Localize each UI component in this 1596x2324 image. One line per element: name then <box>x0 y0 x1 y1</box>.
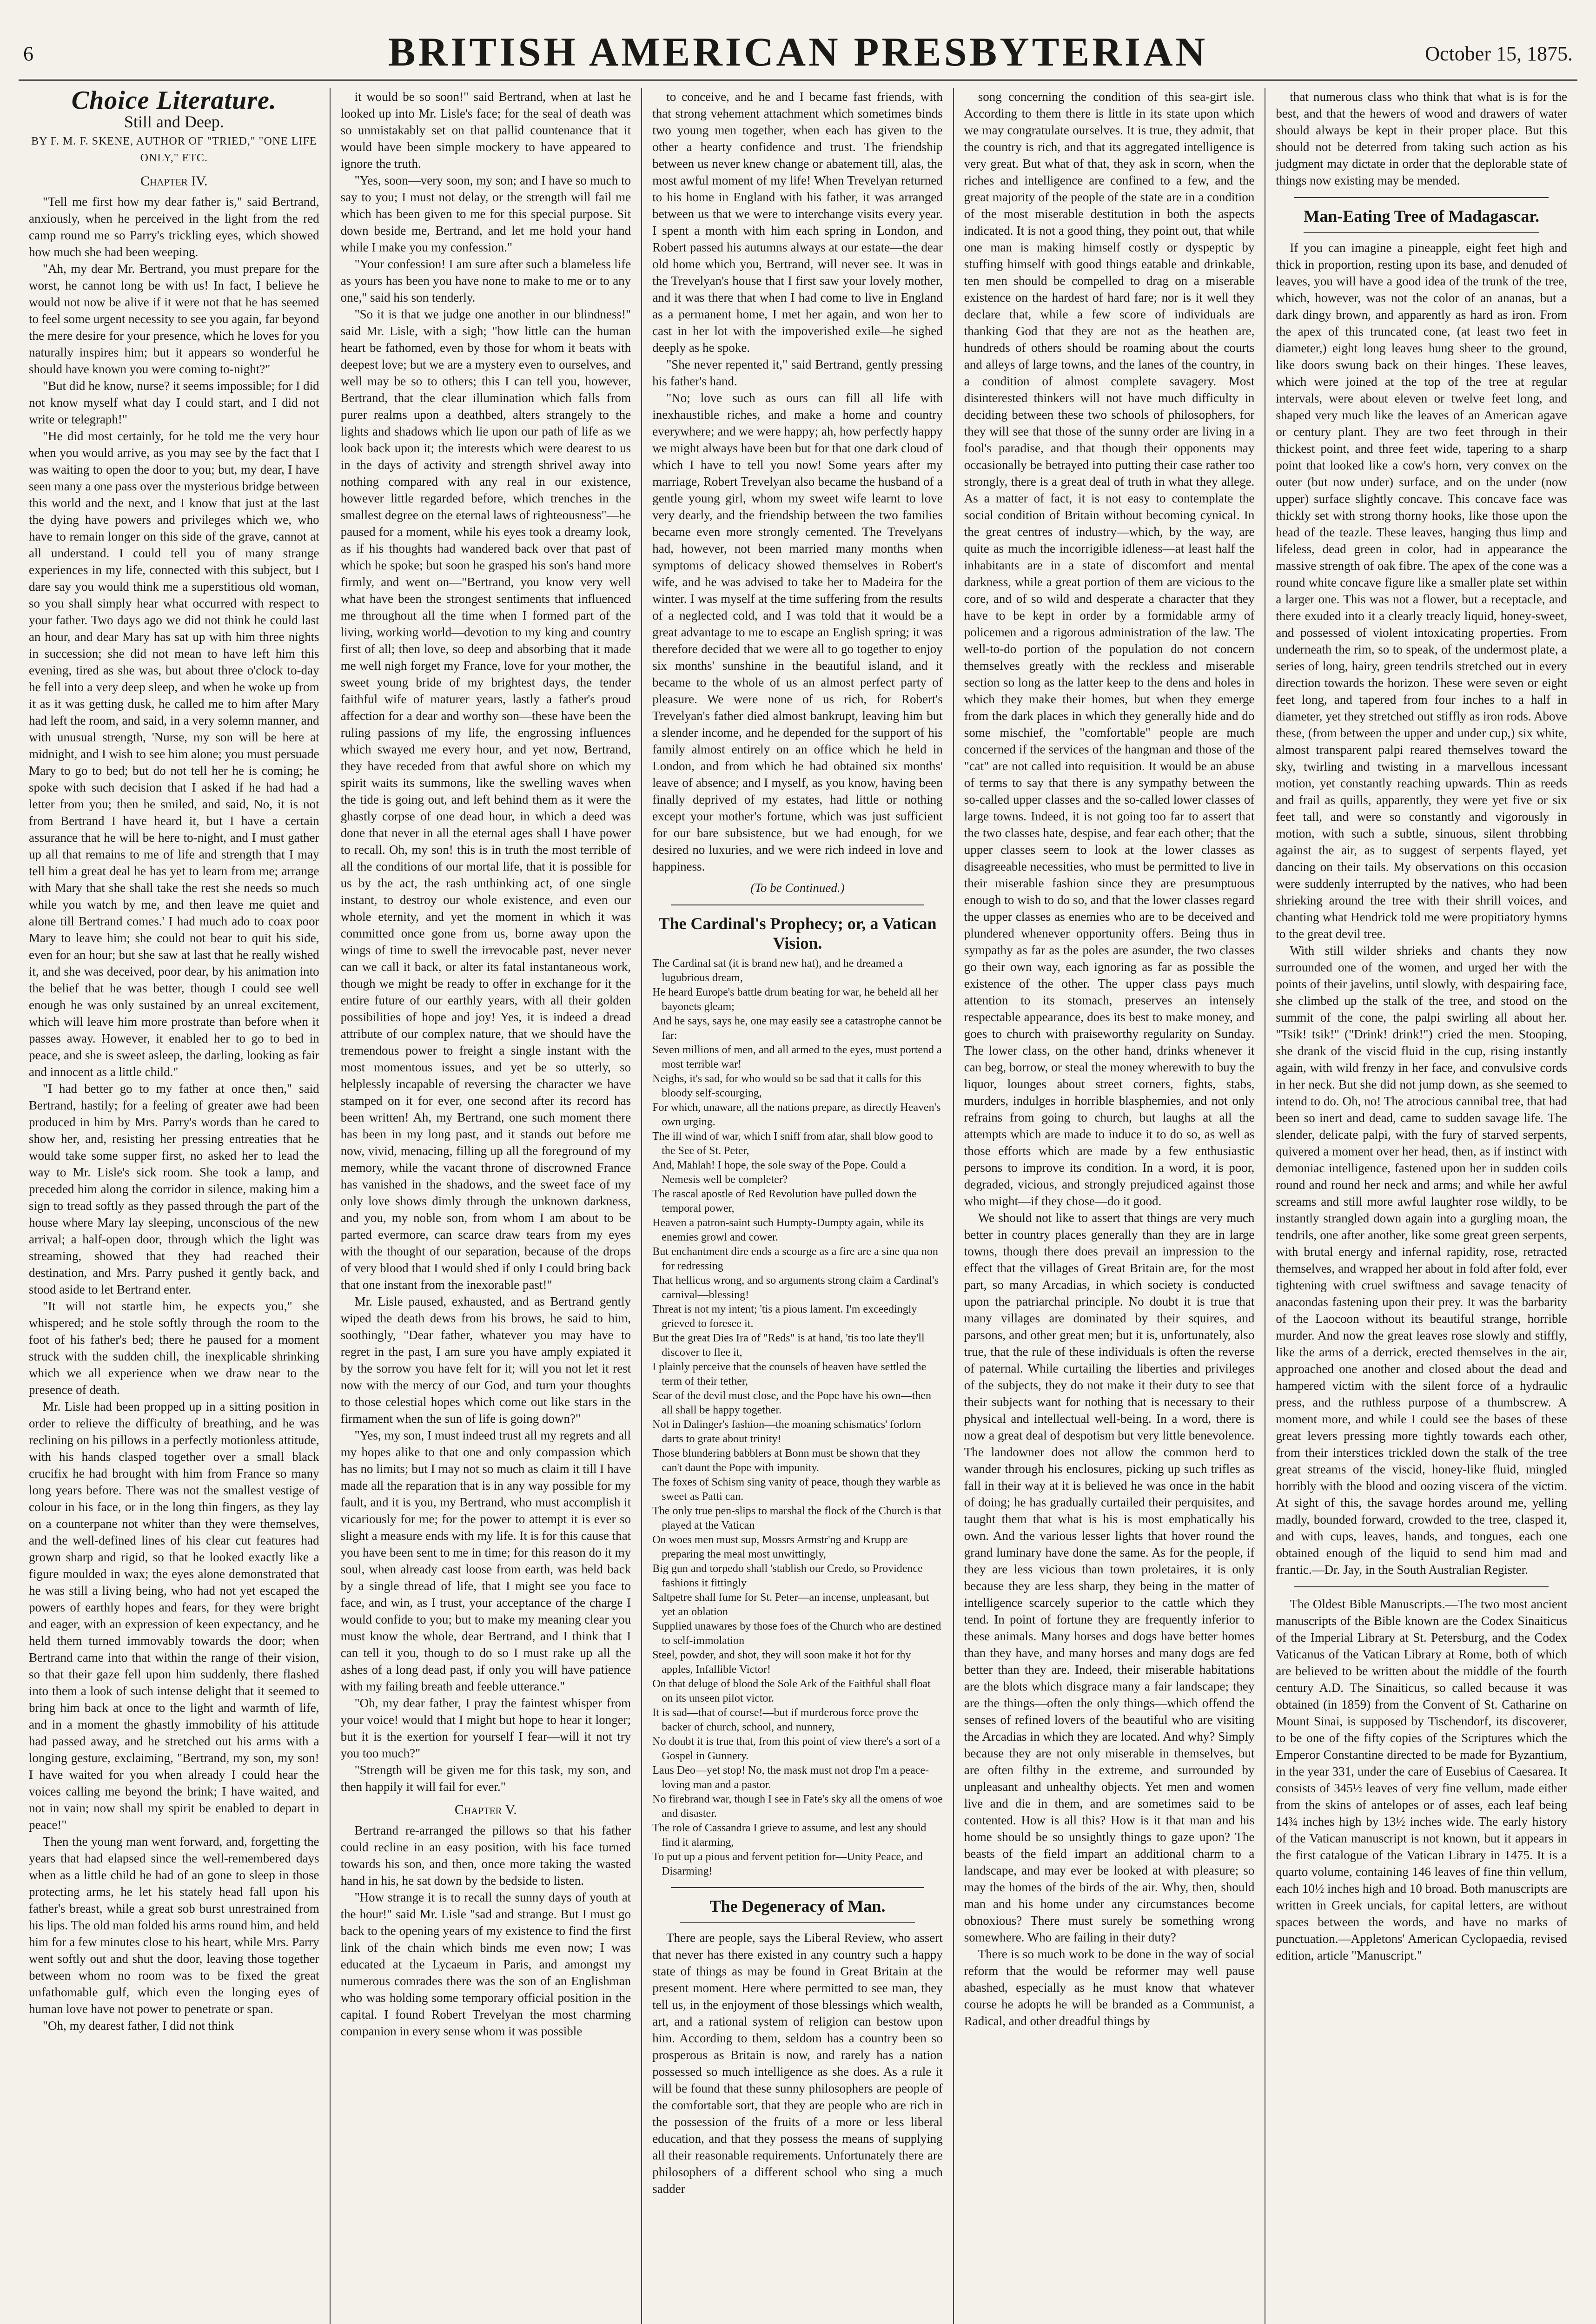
paragraph: Bertrand re-arranged the pillows so that his father could recline in an easy position, with his face turned towards his son, and then, once more taking the wasted hand in his, he sat down by the bedside to listen. <box>340 1823 631 1888</box>
poem-line: It is sad—that of course!—but if murderous force prove the backer of church, school, and nunnery, <box>652 1707 919 1733</box>
poem-line: But the great Dies Ira of "Reds" is at hand, 'tis too late they'll discover to flee it, <box>652 1332 925 1359</box>
poem-line: Saltpetre shall fume for St. Peter—an incense, unpleasant, but yet an oblation <box>652 1591 929 1618</box>
paragraph: "It will not startle him, he expects you," she whispered; and he stole softly through the room to the foot of his father's bed; there he paused for a moment struck with the sudden chill, the inexplicable shrinking which we all experience when we draw near to the presence of death. <box>29 1299 319 1397</box>
divider <box>680 1922 915 1923</box>
paragraph: "Strength will be given me for this task, my son, and then happily it will fail for ever." <box>340 1763 631 1794</box>
chapter-heading: Chapter IV. <box>140 173 208 189</box>
article-title: The Degeneracy of Man. <box>709 1897 886 1915</box>
poem-line: Heaven a patron-saint such Humpty-Dumpty again, while its enemies growl and cower. <box>652 1217 924 1243</box>
divider <box>1304 232 1539 233</box>
poem-line: The only true pen-slips to marshal the flock of the Church is that played at the Vatican <box>652 1505 941 1532</box>
poem-line: No doubt it is true that, from this point of view there's a sort of a Gospel in Gunnery. <box>652 1736 940 1762</box>
paragraph: to conceive, and he and I became fast friends, with that strong vehement attachment which sometimes binds two young men together, when each has given to the other a hearty confidence and trust. The friendship between us never knew change or abatement till, alas, the most awful moment of my life! When Trevelyan returned to his home in England with his father, it was arranged between us that we were to interchange visits every year. I spent a month with him each spring in London, and Robert passed his autumns always at our estate—the dear old home which you, Bertrand, will never see. It was in the Trevelyan's house that I first saw your lovely mother, and it was there that when I had come to live in England as a permanent home, I met her again, and won her to cast in her lot with the impoverished exile—he sighed deeply as he spoke. <box>652 90 943 355</box>
paragraph: Then the young man went forward, and, forgetting the years that had elapsed since the well-remembered days when as a little child he had of an gone to sleep in those protecting arms, he let his stately head fall upon his father's breast, while a great sob burst unrestrained from his lips. The old man folded his arms round him, and held him for a few minutes close to his heart, while Mrs. Parry went softly out and shut the door, leaving those together between whom no room was to be fixed the great unfathomable gulf, which even the longing eyes of human love have not power to penetrate or span. <box>29 1835 319 2016</box>
paragraph: Mr. Lisle had been propped up in a sitting position in order to relieve the difficulty of breathing, and he was reclining on his pillows in a perfectly motionless attitude, with his hands clasped together over a small black crucifix he had brought with him from France so many long years before. There was not the smallest vestige of colour in his face, or in the long thin fingers, as they lay on a counterpane not whiter than they were themselves, and the well-defined lines of his clear cut features had grown sharp and rigid, so that he looked exactly like a figure moulded in wax; the eyes alone demonstrated that he was still a living being, who had not yet escaped the powers of earthly hopes and fears, for they were bright and eager, with an expression of keen expectancy, and he held them turned immovably towards the door; when Bertrand came into that within the range of their vision, so that their gaze fell upon him suddenly, there flashed into them a look of such intense delight that it seemed to bring him back at once to the light and warmth of life, and in a moment the ghastly immobility of his attitude had passed away, and he stretched out his arms with a longing gesture, exclaiming, "Bertrand, my son, my son! I have waited for you when already I could hear the voices calling me beyond the brink; I have waited, and not in vain; now shall my spirit be enabled to depart in peace!" <box>29 1400 319 1832</box>
poem-line: The Cardinal sat (it is brand new hat), and he dreamed a lugubrious dream, <box>652 957 903 984</box>
paragraph: "Ah, my dear Mr. Bertrand, you must prepare for the worst, he cannot long be with us! In fact, I believe he would not now be alive if it were not that he has seemed to feel some urgent necessity to see you again, far beyond the mere desire for your presence, which he loves for you naturally inspires him; but it appears so wonderful he should have known you were coming to-night?" <box>29 262 319 376</box>
poem <box>652 957 943 1879</box>
paragraph: There are people, says the Liberal Review, who assert that never has there existed in any country such a happy state of things as may be found in Great Britain at the present moment. Here where permitted to see man, they tell us, in the enjoyment of those blessings which wealth, art, and a rational system of religion can bestow upon him. According to them, seldom has a country been so prosperous as Britain is now, and rarely has a nation possessed so much intelligence as she does. As a rule it will be found that these sunny philosophers are people of the comfortable sort, that they are people who are rich in the possession of the fruits of a more or less liberal education, and that they possess the means of supplying all their reasonable requirements. Unfortunately there are philosophers of a different school who sing a much sadder <box>652 1931 943 2196</box>
paragraph: "Oh, my dearest father, I did not think <box>43 2019 234 2033</box>
story-title: Still and Deep. <box>124 112 224 131</box>
article-title: Man-Eating Tree of Madagascar. <box>1304 207 1539 225</box>
poem-line: The rascal apostle of Red Revolution have pulled down the temporal power, <box>652 1188 917 1215</box>
poem-line: Sear of the devil must close, and the Pope have his own—then all shall be happy together. <box>652 1390 932 1416</box>
poem-line: Laus Deo—yet stop! No, the mask must not drop I'm a peace-loving man and a pastor. <box>652 1764 929 1791</box>
paragraph: "She never repented it," said Bertrand, gently pressing his father's hand. <box>652 357 943 388</box>
issue-date: October 15, 1875. <box>1425 42 1573 65</box>
paragraph: "Your confession! I am sure after such a blameless life as yours has been you have none to make to me or to any one," said his son tenderly. <box>340 257 631 304</box>
newspaper-title: BRITISH AMERICAN PRESBYTERIAN <box>388 30 1208 75</box>
column-1 <box>19 88 331 2324</box>
paragraph: "I had better go to my father at once then," said Bertrand, hastily; for a feeling of greater awe had been produced in him by Mrs. Parry's words than he cared to show her, and, resisting her pressing entreaties that he would take some supper first, no asked her to lead the way to Mr. Lisle's sick room. She took a lamp, and preceded him along the corridor in silence, making him a sign to tread softly as they passed through the part of the house where Mary lay sleeping, unconscious of the new arrival; a half-open door, through which the light was streaming, showed that they had reached their destination, and Mrs. Parry pushed it gently back, and stood aside to let Bertrand enter. <box>29 1082 319 1296</box>
column-3 <box>642 88 954 2324</box>
poem-line: On that deluge of blood the Sole Ark of the Faithful shall float on its unseen pilot victor. <box>652 1678 931 1704</box>
poem-line: Threat is not my intent; 'tis a pious lament. I'm exceedingly grieved to foresee it. <box>652 1303 917 1330</box>
paragraph: With still wilder shrieks and chants they now surrounded one of the women, and urged her with the points of their javelins, until slowly, with despairing face, she climbed up the stalk of the tree, and stood on the summit of the cone, the palpi swirling all about her. "Tsik! tsik!" ("Drink! drink!") cried the men. Stooping, she drank of the viscid fluid in the cup, rising instantly again, with wild frenzy in her face, and convulsive cords in her neck. But she did not jump down, as she seemed to intend to do. Oh, no! The atrocious cannibal tree, that had been so inert and dead, came to sudden savage life. The slender, delicate palpi, with the fury of starved serpents, quivered a moment over her head, then, as if instinct with demoniac intelligence, fastened upon her in sudden coils round and round her neck and arms; and while her awful screams and still more awful laughter rose wildly, to be instantly strangled down again into a gurgling moan, the tendrils, one after another, like some great green serpents, with brutal energy and infernal rapidity, rose, retracted themselves, and wrapped her about in fold after fold, ever tightening with cruel swiftness and savage tenacity of anacondas fastening upon their prey. It was the barbarity of the Laocoon without its beautiful strange, horrible murder. And now the great leaves rose slowly and stiffly, like the arms of a derrick, erected themselves in the air, approached one another and closed about the dead and hampered victim with the silent force of a hydraulic press, and the ruthless purpose of a thumbscrew. A moment more, and while I could see the bases of these great levers pressing more tightly towards each other, from their interstices trickled down the stalk of the tree great streams of the viscid, honey-like fluid, mingled horribly with the blood and oozing viscera of the victim. At sight of this, the savage hordes around me, yelling madly, bounded forward, crowded to the tree, clasped it, and with cups, leaves, hands, and tongues, each one obtained enough of the liquid to send him mad and frantic.—Dr. Jay, in the South Australian Register. <box>1276 944 1567 1577</box>
poem-line: The role of Cassandra I grieve to assume, and lest any should find it alarming, <box>652 1822 927 1849</box>
divider <box>1294 197 1549 198</box>
poem-line: He heard Europe's battle drum beating for war, he beheld all her bayonets gleam; <box>652 986 939 1013</box>
poem-line: On woes men must sup, Mossrs Armstr'ng and Krupp are preparing the meal most unwittingly, <box>652 1534 908 1560</box>
paragraph: "Oh, my dear father, I pray the faintest whisper from your voice! would that I might but hope to hear it longer; but it is the exertion for yourself I fear—will it not try you too much?" <box>340 1696 631 1760</box>
paragraph: song concerning the condition of this sea-girt isle. According to them there is little in its state upon which we may congratulate ourselves. It is true, they admit, that the country is rich, and that its aggregated intelligence is very great. But what of that, they ask in scorn, when the riches and intelligence are confined to a few, and the great majority of the people of the state are in a condition of the most miserable destitution in both the aspects indicated. It is not a good thing, they point out, that while one man is making himself costly or dyspeptic by stuffing himself with good things eatable and drinkable, ten men should be compelled to drag on a miserable existence on the hardest of hard fare; nor is it well they declare that, while a few score of individuals are thanking God that they are not as the heathen are, hundreds of others should be roaming about the courts and alleys of large towns, and the lanes of the country, in a condition of almost complete savagery. Most disinterested thinkers will not have much difficulty in deciding between these two schools of philosophers, for they will see that those of the sunny order are living in a fool's paradise, and that though their opponents may occasionally be betrayed into putting their case rather too strongly, there is a great deal of truth in what they allege. As a matter of fact, it is not easy to contemplate the social condition of Britain without becoming cynical. In the great centres of industry—which, by the way, are quite as much the incorrigible idleness—at least half the inhabitants are in a state of discomfort and mental darkness, while a great portion of them are vicious to the core, and of so wild and desperate a character that they have to be kept in order by a formidable army of policemen and a rigorous administration of the law. The well-to-do portion of the population do not concern themselves greatly with the reckless and miserable section so long as the latter keep to the dens and holes in which they make their homes, but when they emerge from the dark places in which they generally hide and do some mischief, the "comfortable" people are much concerned if the services of the hangman and those of the "cat" are not called into requisition. It would be an abuse of terms to say that there is any sympathy between the so-called upper classes and the so-called lower classes of large towns. Indeed, it is not going too far to assert that the two classes hate, despise, and fear each other; that the upper classes seem to look at the lower classes as disagreeable necessities, who must be permitted to live in their miserable fashion since they are presumptuous enough to wish to do so, and that the lower classes regard the upper classes as enemies who are to be deceived and plundered whenever opportunity offers. Being thus in sympathy as far as the poles are asunder, the two classes go their own way, each ignoring as far as possible the existence of the other. The upper class pays much attention to its stomach, preserves an intensely respectable appearance, does its best to make money, and goes to church with praiseworthy regularity on Sunday. The lower class, on the other hand, drinks whenever it can beg, borrow, or steal the money wherewith to buy the liquor, lounges about street corners, fights, stabs, murders, indulges in horrible blasphemies, and not only refrains from going to church, but laughs at all the attempts which are made to induce it to do so, as well as those efforts which are made by a few enthusiastic persons to improve its condition. In a word, it is poor, degraded, vicious, and strongly prejudiced against those who might—if they chose—do it good. <box>964 90 1255 1208</box>
continued-notice: (To be Continued.) <box>750 881 845 895</box>
paragraph: "But did he know, nurse? it seems impossible; for I did not know myself what day I could start, and I did not write or telegraph!" <box>29 379 319 426</box>
story-byline: BY F. M. F. SKENE, AUTHOR OF "TRIED," "ONE LIFE ONLY," ETC. <box>31 135 317 164</box>
paragraph: The Oldest Bible Manuscripts.—The two most ancient manuscripts of the Bible known are the Codex Sinaiticus of the Imperial Library at St. Petersburg, and the Codex Vaticanus of the Vatican Library at Rome, both of which are believed to be written about the middle of the fourth century A.D. The Sinaiticus, so called because it was obtained (in 1859) from the Convent of St. Catharine on Mount Sinai, is supposed by Tischendorf, its discoverer, to be one of the fifty copies of the Scriptures which the Emperor Constantine directed to be made for Byzantium, in the year 331, under the care of Eusebius of Caesarea. It consists of 345½ leaves of very fine vellum, made either from the skins of antelopes or of asses, each leaf being 14¾ inches high by 13½ inches wide. The early history of the Vatican manuscript is not known, but it appears in the first catalogue of the Vatican Library in 1475. It is a quarto volume, containing 146 leaves of fine thin vellum, each 10½ inches high and 10 broad. Both manuscripts are written in Greek uncials, for capital letters, are without spaces between the words, and have no marks of punctuation.—Appletons' American Cyclopaedia, revised edition, article "Manuscript." <box>1276 1597 1567 1962</box>
section-heading: Choice Literature. <box>71 88 277 115</box>
column-5 <box>1265 88 1577 2324</box>
page-number: 6 <box>23 42 33 65</box>
paragraph: that numerous class who think that what is is for the best, and that the hewers of wood and drawers of water should always be kept in their proper place. But this should not be deterred from taking such action as his judgment may dictate in order that the deplorable state of things now existing may be mended. <box>1276 90 1567 187</box>
paragraph: There is so much work to be done in the way of social reform that the would be reformer may well pause abashed, especially as he must know that whatever course he adopts he will be branded as a Communist, a Radical, and other dreadful things by <box>964 1947 1255 2028</box>
poem-line: The foxes of Schism sing vanity of peace, though they warble as sweet as Patti can. <box>652 1476 941 1503</box>
paragraph: We should not like to assert that things are very much better in country places generally than they are in large towns, though there does prevail an impression to the effect that the villages of Great Britain are, for the most part, so many Arcadias, in which society is conducted upon the patriarchal principle. No doubt it is true that many villages are dominated by their squires, and parsons, and other great men; but it is, unfortunately, also true, that the rule of these individuals is often the reverse of paternal. While curtailing the liberties and privileges of the subjects, they do not make it their duty to see that their subjects want for nothing that is necessary to their physical and intellectual well-being. In a word, there is now a great deal of despotism but very little benevolence. The landowner does not allow the common herd to wander through his enclosures, picking up such trifles as fall in their way at it is believed he was once in the habit of doing; he has gradually curtailed their perquisites, and taught them that what is his is most emphatically his own. And the various lesser lights that hover round the grand luminary have done the same. As for the people, if they are less vicious than town proletaires, it is only because they are less sharp, they being in the matter of intelligence scarcely superior to the cattle which they tend. In point of fortune they are frequently inferior to these animals. Many horses and dogs have better homes than they have, and many horses and many dogs are fed better than they are. Indeed, their miserable habitations are the blots which disgrace many a fair landscape; they are the things—often the only things—which offend the senses of refined lovers of the beautiful who are visiting the Arcadias in which they are located. And why? Simply because they are not only miserable in themselves, but are often filthy in the extreme, and surrounded by unpleasant and unhealthy objects. Yet men and women live and die in them, and are sometimes said to be contented. How is all this? How is it that man and his home should be so unsightly things to gaze upon? The beasts of the field impart an additional charm to a landscape, and may ever be looked at with pleasure; so may the homes of the birds of the air. Why, then, should man and his home under any circumstances become obnoxious? There must surely be something wrong somewhere. Who are failing in their duty? <box>964 1211 1255 1944</box>
column-4 <box>954 88 1266 2324</box>
poem-line: Supplied unawares by those foes of the Church who are destined to self-immolation <box>652 1620 941 1647</box>
paragraph: "Yes, my son, I must indeed trust all my regrets and all my hopes alike to that one and only compassion which has no limits; but I may not so much as claim it till I have made all the reparation that is in any way possible for my fault, and it is you, my Bertrand, who must accomplish it vicariously for me; for the power to attempt it is ever so slight a measure ends with my life. It is for this cause that you have been sent to me in time; for this reason do it my soul, when already cast loose from earth, was held back by a single thread of life, that I might see you face to face, and win, as I trust, your acceptance of the charge I would confide to you; but to make my meaning clear you must know the whole, dear Bertrand, and I think that I can tell it you, though to do so I must rake up all the ashes of a long dead past, if only you will have patience with my failing breath and feeble utterance." <box>340 1428 631 1693</box>
poem-line: I plainly perceive that the counsels of heaven have settled the term of their tether, <box>652 1361 927 1387</box>
paragraph: "No; love such as ours can fill all life with inexhaustible riches, and make a home and country everywhere; and we were happy; ah, how perfectly happy we might always have been but for that one dark cloud of which I have to tell you now! Some years after my marriage, Robert Trevelyan also became the husband of a gentle young girl, whom my sweet wife learnt to love very dearly, and the friendship between the two families became even more strongly cemented. The Trevelyans had, however, not been married many months when symptoms of delicacy showed themselves in Robert's wife, and he was advised to take her to Madeira for the winter. I was myself at the time suffering from the results of a neglected cold, and I was told that it would be a great advantage to me to escape an English spring; it was therefore decided that we were all to go together to enjoy six months' sunshine in the beautiful island, and it became to the whole of us an almost perfect party of pleasure. We were none of us rich, for Robert's Trevelyan's father died almost bankrupt, leaving him but a slender income, and he depended for the support of his family almost entirely on an office which he held in London, and from which he had obtained six months' leave of absence; and I myself, as you know, having been finally deprived of my estates, had little or nothing except your mother's fortune, which was just sufficient for our bare subsistence, but we had enough, for we desired no luxuries, and we were rich indeed in love and happiness. <box>652 391 943 873</box>
poem-line: No firebrand war, though I see in Fate's sky all the omens of woe and disaster. <box>652 1793 943 1820</box>
divider <box>1294 1586 1549 1587</box>
paragraph: "How strange it is to recall the sunny days of youth at the hour!" said Mr. Lisle "sad and strange. But I must go back to the opening years of my existence to find the first link of the chain which binds me even now; I was educated at the Lycaeum in Paris, and amongst my numerous comrades there was the son of an Englishman who was holding some temporary official position in the capital. I found Robert Trevelyan the most charming companion in every sense whom it was possible <box>340 1890 631 2038</box>
poem-line: Those blundering babblers at Bonn must be shown that they can't daunt the Pope with impunity. <box>652 1447 921 1474</box>
poem-line: Seven millions of men, and all armed to the eyes, must portend a most terrible war! <box>652 1044 942 1070</box>
poem-line: And, Mahlah! I hope, the sole sway of the Pope. Could a Nemesis well be completer? <box>652 1159 906 1186</box>
poem-line: Neighs, it's sad, for who would so be sad that it calls for this bloody self-scourging, <box>652 1073 921 1099</box>
poem-line: Big gun and torpedo shall 'stablish our Credo, so Providence fashions it fittingly <box>652 1563 923 1589</box>
paragraph: "So it is that we judge one another in our blindness!" said Mr. Lisle, with a sigh; "how little can the human heart be fathomed, even by those for whom it beats with deepest love; but we are a mystery even to ourselves, and well may be so to others; this I can tell you, however, Bertrand, that the clear illumination which falls from purer realms upon a deathbed, alters strangely to the lights and shadows which lie upon our path of life as we look back upon it; the interests which were dearest to us in the days of activity and strength shrivel away into nothing compared with any real in our existence, however little regarded before, which trenches in the smallest degree on the eternal laws of righteousness"—he paused for a moment, while his eyes took a dreamy look, as if his thoughts had wandered back over that past of which he spoke; but soon he grasped his son's hand more firmly, and went on—"Bertrand, you know very well what have been the strongest sentiments that influenced me throughout all the time when I formed part of the living, working world—devotion to my king and country first of all; then love, so deep and absorbing that it made me well nigh forget my France, love for your mother, the sweet young bride of my brightest days, the tender faithful wife of maturer years, lastly a father's proud affection for a dear and worthy son—these have been the ruling passions of my life, the engrossing influences which swayed me every hour, and yet now, Bertrand, they have receded from that awful shore on which my spirit waits its summons, like the swelling waves when the tide is going out, and left behind them as it were the ghastly corpse of one dead hour, in which a deed was done that never in all the eternal ages shall I have power to recall. Oh, my son! this is in truth the most terrible of all the conditions of our mortal life, that it is possible for us by the act, the rash unthinking act, of one single instant, to destroy our whole existence, and even our whole eternity, and yet the moment in which it was committed once gone from us, borne away upon the wings of time to swell the irrevocable past, never never can we call it back, or alter its fatal instantaneous work, though we might be ready to offer in exchange for it the entire future of our earthly years, with all their golden possibilities of hope and joy! Yes, it is indeed a dread attribute of our complex nature, that we should have the tremendous power to freight a single instant with the most momentous issues, and yet be so utterly, so helplessly incapable of reversing the character we have stamped on it for ever, one second after its record has been written! Ah, my Bertrand, one such moment there has been in my long past, and it stands out before me now, vivid, menacing, filling up all the foreground of my memory, while the vacant throne of discrowned France has vanished in the shadows, and the sweet face of my only love shows dimly through the unknown darkness, and you, my noble son, from whom I am about to be parted evermore, can scarce draw tears from my eyes with the thought of our separation, because of the drops of very blood that I would shed if only I could bring back that one instant from the inexorable past!" <box>340 307 631 1292</box>
poem-line: To put up a pious and fervent petition for—Unity Peace, and Disarming! <box>652 1851 923 1877</box>
paragraph: "He did most certainly, for he told me the very hour when you would arrive, as you may see by the fact that I was waiting to open the door to you; but, my dear, I have seen many a one pass over the mysterious bridge between this world and the next, and I know that just at the last the dying have powers and privileges which we, who have to remain longer on this side of the grave, cannot at all understand. I could tell you of many strange experiences in my life, connected with this subject, but I dare say you would think me a superstitious old woman, so you shall simply hear what occurred with respect to your father. Two days ago we did not think he could last an hour, and dear Mary has sat up with him three nights in succession; she did not mean to have left him this evening, tired as she was, but about three o'clock to-day he fell into a very deep sleep, and when he woke up from it as it was getting dusk, he called me to him after Mary had left the room, and said, in a very solemn manner, and with unusual strength, 'Nurse, my son will be here at midnight, and I wish to see him alone; you must persuade Mary to go to bed; but do not tell her he is coming; he spoke with such decision that I asked if he had had a letter from you; then he smiled, and said, No, it is not from Bertrand I have heard it, but I have a certain assurance that he will be here to-night, and I must gather up all that remains to me of life and strength that I may tell him a great deal he has yet to learn from me; arrange with Mary that she shall take the rest she needs so much while you watch by me, and then leave me quiet and alone till Bertrand comes.' I had much ado to coax poor Mary to leave him; she could not bear to quit his side, even for an hour; but she saw at last that he really wished it, and she was deceived, poor dear, by his animation into the belief that he was better, though I could see well enough he was only sustained by an unreal excitement, which will leave him more prostrate than before when it passes away. However, it enabled her to go to bed in peace, and she is sweet asleep, the darling, looking as fair and innocent as a little child." <box>29 429 319 1079</box>
poem-line: For which, unaware, all the nations prepare, as directly Heaven's own urging. <box>652 1102 941 1128</box>
paragraph: Mr. Lisle paused, exhausted, and as Bertrand gently wiped the death dews from his brows, he said to him, soothingly, "Dear father, whatever you may have to regret in the past, I am sure you have amply expiated it by the sorrow you have felt for it; will you not let it rest now with the mercy of our God, and turn your thoughts to those celestial hopes which come out like stars in the firmament when the sun of life is going down?" <box>340 1294 631 1426</box>
poem-line: And he says, says he, one may easily see a catastrophe cannot be far: <box>652 1015 942 1042</box>
page-columns <box>19 88 1577 2324</box>
poem-line: Steel, powder, and shot, they will soon make it hot for thy apples, Infallible Victor! <box>652 1649 911 1676</box>
divider <box>671 1887 924 1888</box>
poem-line: Not in Dalinger's fashion—the moaning schismatics' forlorn darts to grate about trinity! <box>652 1419 921 1445</box>
masthead <box>19 9 1577 81</box>
poem-line: The ill wind of war, which I sniff from afar, shall blow good to the See of St. Peter, <box>652 1130 933 1157</box>
paragraph: it would be so soon!" said Bertrand, when at last he looked up into Mr. Lisle's face; for the seal of death was so unmistakably set on that pallid countenance that it would have been simple mockery to have appeared to ignore the truth. <box>340 90 631 171</box>
poem-title: The Cardinal's Prophecy; or, a Vatican Vision. <box>658 914 937 952</box>
paragraph: "Tell me first how my dear father is," said Bertrand, anxiously, when he perceived in the light from the red camp round me so Parry's trickling eyes, which showed how much she had been weeping. <box>29 195 319 259</box>
chapter-heading: Chapter V. <box>454 1802 517 1817</box>
paragraph: If you can imagine a pineapple, eight feet high and thick in proportion, resting upon its base, and denuded of leaves, you will have a good idea of the trunk of the tree, which, however, was not the color of an ananas, but a dark dingy brown, and apparently as hard as iron. From the apex of this truncated cone, (at least two feet in diameter,) eight long leaves hung sheer to the ground, like doors swung back on their hinges. These leaves, which were joined at the top of the tree at regular intervals, were about eleven or twelve feet long, and shaped very much like the leaves of an American agave or century plant. They are two feet through in their thickest point, and three feet wide, tapering to a sharp point that looked like a cow's horn, very convex on the outer (but now under) surface, and on the under (now upper) surface slightly concave. This concave face was thickly set with strong thorny hooks, like those upon the head of the teazle. These leaves, hanging thus limp and lifeless, dead green in color, had in appearance the massive strength of oak fibre. The apex of the cone was a round white concave figure like a smaller plate set within a larger one. This was not a flower, but a receptacle, and there exuded into it a clearly treacly liquid, honey-sweet, and possessed of violent intoxicating properties. From underneath the rim, so to speak, of the undermost plate, a series of long, hairy, green tendrils stretched out in every direction towards the horizon. These were seven or eight feet long, and tapered from four inches to a half in diameter, yet they stretched out stiffly as iron rods. Above these, (from between the upper and under cup,) six white, almost transparent palpi reared themselves toward the sky, twirling and twisting in a marvellous incessant motion, yet constantly reaching upwards. Thin as reeds and frail as quills, apparently, they were yet five or six feet tall, and were so constantly and vigorously in motion, with such a subtle, sinuous, silent throbbing against the air, as to suggest of serpents flayed, yet dancing on their tails. My observations on this occasion were suddenly interrupted by the natives, who had been shrieking around the tree with their shrill voices, and chanting what Hendrick told me were propitiatory hymns to the great devil tree. <box>1276 241 1567 941</box>
poem-line: That hellicus wrong, and so arguments strong claim a Cardinal's carnival—blessing! <box>652 1274 939 1301</box>
poem-line: But enchantment dire ends a scourge as a fire are a sine qua non for redressing <box>652 1246 938 1272</box>
column-2 <box>331 88 642 2324</box>
paragraph: "Yes, soon—very soon, my son; and I have so much to say to you; I must not delay, or the strength will fail me which has been given to me for this special purpose. Sit down beside me, Bertrand, and let me hold your hand while I make you my confession." <box>340 173 631 254</box>
